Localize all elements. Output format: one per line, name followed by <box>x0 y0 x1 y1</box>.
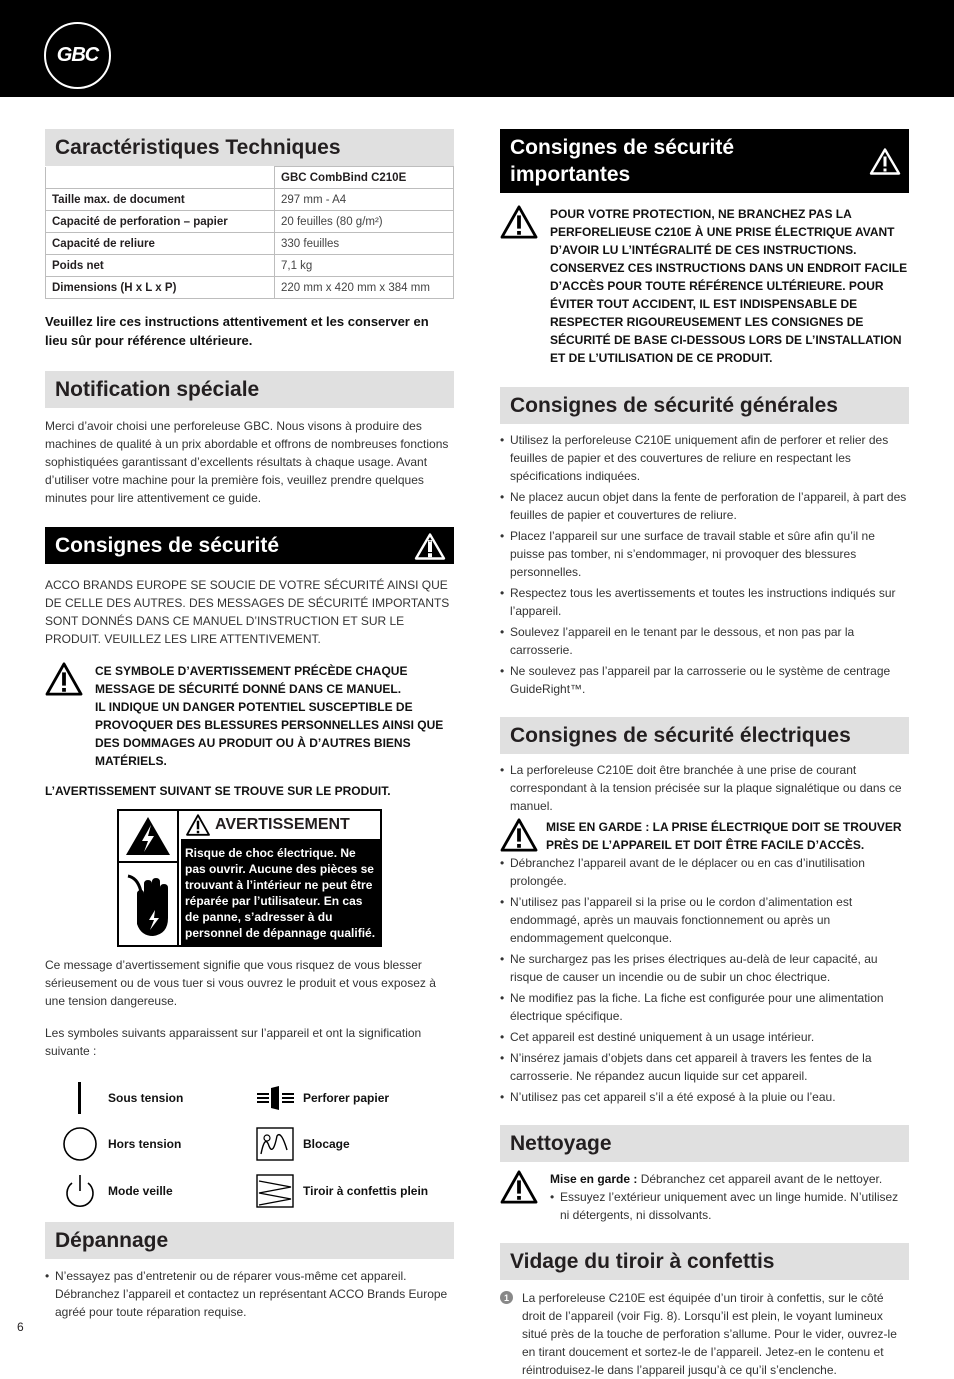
tech-heading: Caractéristiques Techniques <box>45 129 454 166</box>
product-warning-label <box>117 809 382 947</box>
symbol-label: Tiroir à confettis plein <box>303 1184 429 1198</box>
important-text: POUR VOTRE PROTECTION, NE BRANCHEZ PAS LA PERFORELIEUSE C210E À UNE PRISE ÉLECTRIQUE AVANT D’AVOIR LU L’INTÉGRALITÉ DE CES INSTRUCTIONS. CONSERVEZ CES INSTRUCTIONS DANS UN ENDROIT FACILE D’ACCÈS POUR TOUTE RÉFÉRENCE ULTÉRIEURE. POUR ÉVITER TOUT ACCIDENT, IL EST INDISPENSABLE DE RESPECTER RIGOUREUSEMENT LES CONSIGNES DE SÉCURITÉ DE BASE CI-DESSOUS LORS DE L’INSTALLATION ET DE L’UTILISATION DE CE PRODUIT. <box>550 207 908 365</box>
label-header-text: AVERTISSEMENT <box>215 816 350 833</box>
standby-icon <box>62 1173 98 1209</box>
symbol-on <box>62 1080 183 1116</box>
spec-value: 20 feuilles (80 g/m²) <box>275 211 454 233</box>
warning-icon <box>869 147 901 176</box>
symbol-standby <box>62 1173 173 1209</box>
symbols-intro: Les symboles suivants apparaissent sur l’appareil et ont la signification suivante : <box>45 1026 422 1058</box>
safety-heading-text: Consignes de sécurité <box>55 534 280 557</box>
spec-key: Capacité de perforation – papier <box>46 211 275 233</box>
gbc-logo: GBC <box>44 22 111 89</box>
warning-symbol-block <box>45 662 454 770</box>
step-number: 1 <box>500 1291 513 1304</box>
spec-corner <box>46 167 275 189</box>
warning-icon <box>500 205 538 239</box>
symbol-label: Mode veille <box>108 1184 173 1198</box>
clean-caution <box>550 1170 909 1188</box>
power-off-icon <box>62 1126 98 1162</box>
symbol-punch <box>255 1080 389 1116</box>
list-item: • Utilisez la perforeleuse C210E uniquement afin de perforer et relier des feuilles de papier et des couvertures de reliure en respectant les spécifications indiquées. <box>500 431 909 485</box>
table-row <box>46 277 454 299</box>
warning-icon <box>185 814 211 836</box>
warning-text-2: IL INDIQUE UN DANGER POTENTIEL SUSCEPTIBLE DE PROVOQUER DES BLESSURES PERSONNELLES AINSI QUE DES DOMMAGES AU PRODUIT OU À D’AUTRES BIENS MATÉRIELS. <box>95 700 444 768</box>
electric-hazard-icon <box>125 815 171 857</box>
list-item: • N’utilisez pas cet appareil s’il a été exposé à la pluie ou l’eau. <box>500 1088 909 1106</box>
list-item: • Ne placez aucun objet dans la fente de perforation de l’appareil, à part des feuilles de papier et couvertures de reliure. <box>500 488 909 524</box>
warning-text-1: CE SYMBOLE D’AVERTISSEMENT PRÉCÈDE CHAQUE MESSAGE DE SÉCURITÉ DONNÉ DANS CE MANUEL. <box>95 664 408 696</box>
electric-caution <box>500 818 909 854</box>
clean-caution-text: Débranchez cet appareil avant de le nettoyer. <box>640 1172 883 1186</box>
spec-table <box>45 166 454 299</box>
table-row <box>46 189 454 211</box>
paper-jam-icon <box>255 1126 295 1162</box>
list-item: • Placez l’appareil sur une surface de travail stable et sûre afin qu’il ne puisse pas tomber, ni s’endommager, ni provoquer des blessures personnelles. <box>500 527 909 581</box>
list-item: • Ne soulevez pas l’appareil par la carrosserie ou le système de centrage GuideRight™. <box>500 662 909 698</box>
table-row <box>46 233 454 255</box>
electric-first <box>500 761 909 815</box>
list-item: • Essuyez l’extérieur uniquement avec un linge humide. N’utilisez ni détergents, ni dissolvants. <box>550 1188 909 1224</box>
symbol-jam <box>255 1126 350 1162</box>
shock-hand-icon <box>123 870 173 940</box>
spec-key: Capacité de reliure <box>46 233 275 255</box>
general-heading: Consignes de sécurité générales <box>500 387 909 424</box>
empty-heading: Vidage du tiroir à confettis <box>500 1243 909 1280</box>
warning-icon <box>500 1170 538 1204</box>
safety-heading <box>45 527 454 564</box>
symbol-label: Perforer papier <box>303 1091 390 1105</box>
page-number: 6 <box>17 1320 24 1334</box>
clean-heading: Nettoyage <box>500 1125 909 1162</box>
important-heading-text: Consignes de sécurité importantes <box>510 136 735 186</box>
warning-meaning: Ce message d’avertissement signifie que vous risquez de vous blesser sérieusement ou de vous tuer si vous ouvrez le produit et vous exposez à une tension dangereuse. <box>45 958 436 1008</box>
empty-text: La perforeleuse C210E est équipée d’un tiroir à confettis, sur le côté droit de l’appareil (voir Fig. 8). Lorsqu’il est plein, le voyant lumineux situé près de la touche de perforation s’allume. Pour le vider, ouvrez-le en tirant doucement et sortez-le de l’appareil. Jetez-en le contenu et réintroduisez-le dans l’appareil jusqu’à ce qu’il s’enclenche. <box>522 1291 897 1377</box>
clean-caution-label: Mise en garde : <box>550 1172 638 1186</box>
top-banner <box>0 0 954 97</box>
warning-icon <box>500 818 538 852</box>
warning-icon <box>45 662 83 696</box>
right-column <box>500 129 909 1379</box>
list-item: • Ne modifiez pas la fiche. La fiche est configurée pour une alimentation électrique spécifique. <box>500 989 909 1025</box>
left-column <box>45 129 454 1324</box>
list-item: • Ne surchargez pas les prises électriques au-delà de leur capacité, au risque de causer un incendie ou de subir un choc électrique. <box>500 950 909 986</box>
symbol-label: Blocage <box>303 1137 350 1151</box>
table-row <box>46 255 454 277</box>
spec-key: Poids net <box>46 255 275 277</box>
symbol-label: Hors tension <box>108 1137 182 1151</box>
spec-value: 297 mm - A4 <box>275 189 454 211</box>
spec-value: 220 mm x 420 mm x 384 mm <box>275 277 454 299</box>
product-warning-note: L’AVERTISSEMENT SUIVANT SE TROUVE SUR LE PRODUIT. <box>45 784 391 798</box>
important-heading <box>500 129 909 193</box>
read-note: Veuillez lire ces instructions attentivement et les conserver en lieu sûr pour référence ultérieure. <box>45 314 429 348</box>
symbol-full <box>255 1173 428 1209</box>
power-on-icon <box>62 1080 98 1116</box>
spec-value: 330 feuilles <box>275 233 454 255</box>
spec-value: 7,1 kg <box>275 255 454 277</box>
warning-icon <box>414 531 446 560</box>
list-item: • Débranchez l’appareil avant de le déplacer ou en cas d’inutilisation prolongée. <box>500 854 909 890</box>
symbol-label: Sous tension <box>108 1091 184 1105</box>
spec-key: Taille max. de document <box>46 189 275 211</box>
symbol-off <box>62 1126 181 1162</box>
label-top-cell <box>119 811 177 863</box>
list-item: • Respectez tous les avertissements et toutes les instructions indiqués sur l’appareil. <box>500 584 909 620</box>
label-icon-panel <box>119 811 179 945</box>
empty-block <box>500 1289 909 1379</box>
list-item: • Cet appareil est destiné uniquement à un usage intérieur. <box>500 1028 909 1046</box>
clean-block <box>500 1170 909 1227</box>
list-item: • Soulevez l’appareil en le tenant par le dessous, et non pas par la carrosserie. <box>500 623 909 659</box>
notif-text: Merci d’avoir choisi une perforeleuse GBC. Nous visons à produire des machines de qualité à un prix abordable et offrons de nombreuses fonctions sophistiquées garantissant d’excellents résultats à chaque usage. Avant d’utiliser votre machine pour la première fois, veuillez prendre quelques minutes pour lire attentivement ce guide. <box>45 419 449 505</box>
label-bottom-cell <box>119 865 177 945</box>
trouble-heading: Dépannage <box>45 1222 454 1259</box>
trouble-list <box>45 1267 454 1321</box>
spec-model-header: GBC CombBind C210E <box>275 167 454 189</box>
list-item: • La perforeleuse C210E doit être branchée à une prise de courant correspondant à la tension précisée sur la plaque signalétique ou dans ce manuel. <box>500 761 909 815</box>
list-item: • N’insérez jamais d’objets dans cet appareil à travers les fentes de la carrosserie. Ne répandez aucun liquide sur cet appareil. <box>500 1049 909 1085</box>
important-block <box>500 205 909 367</box>
label-header <box>181 811 380 841</box>
safety-intro: ACCO BRANDS EUROPE SE SOUCIE DE VOTRE SÉCURITÉ AINSI QUE DE CELLE DES AUTRES. DES MESSAGES DE SÉCURITÉ IMPORTANTS SONT DONNÉS DANS CE MANUEL D’INSTRUCTION ET SUR LE PRODUIT. VEUILLEZ LES LIRE ATTENTIVEMENT. <box>45 578 450 646</box>
list-item: • N’essayez pas d’entretenir ou de réparer vous-même cet appareil. Débranchez l’appareil et contactez un représentant ACCO Brands Europe agréé pour toute réparation requise. <box>45 1267 454 1321</box>
list-item: • N’utilisez pas l’appareil si la prise ou le cordon d’alimentation est endommagé, après un mauvais fonctionnement ou après un endommagement quelconque. <box>500 893 909 947</box>
general-list <box>500 431 909 698</box>
symbols-grid <box>45 1060 454 1220</box>
electric-list <box>500 854 909 1106</box>
electric-caution-text: MISE EN GARDE : LA PRISE ÉLECTRIQUE DOIT SE TROUVER PRÈS DE L’APPAREIL ET DOIT ÊTRE FACILE D’ACCÈS. <box>546 820 902 852</box>
table-row <box>46 211 454 233</box>
punch-paper-icon <box>255 1080 295 1116</box>
electric-heading: Consignes de sécurité électriques <box>500 717 909 754</box>
label-message: Risque de choc électrique. Ne pas ouvrir. Aucune des pièces se trouvant à l’intérieur ne peut être réparée par l’utilisateur. En cas de panne, s’adresser à du personnel de dépannage qualifié. <box>181 841 380 945</box>
spec-key: Dimensions (H x L x P) <box>46 277 275 299</box>
confetti-full-icon <box>255 1173 295 1209</box>
clean-list <box>550 1188 909 1224</box>
notif-heading: Notification spéciale <box>45 371 454 408</box>
